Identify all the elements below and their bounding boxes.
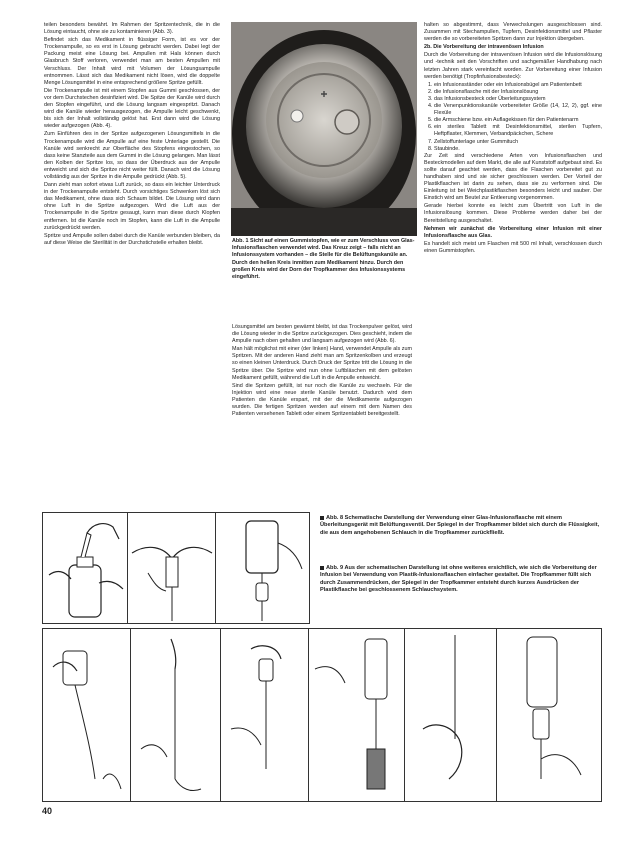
bullet-square-icon [320,566,324,570]
paragraph: Durch die Vorbereitung der intravenösen Infusion wird die Infusionslösung und -technik seit den Vorschriften und sachgemäßer Handhabung nach letzten Jahren stark vereinfacht worden. Zur Vorbereitung einer Infusion werden benötigt (Tropfinfusionsbesteck): [424,52,602,80]
hand-squeezing-tube-illustration [405,629,497,801]
page-number: 40 [42,806,53,816]
hanging-bottle-illustration [216,513,309,623]
raised-arm-tube-illustration [131,629,221,801]
paragraph: Dann zieht man sofort etwas Luft zurück, so dass ein leichter Unterdruck in der Trockenampulle entsteht. Durch vorsichtiges Schwenken löst sich das Medikament, ohne dass sich Schaum bildet. Die Lösung wird dann ohne Luft in die Spritze aufgezogen. Wird die Luft aus der Trockenampulle in die Spritze gesaugt, kann man diese durch Klopfen entfernen. Ist die Kanüle noch im Stopfen, kann die Luft in die Ampulle zurückgedrückt werden. [44,182,220,231]
squeeze-bag-illustration [43,629,131,801]
fig8-panel-2 [127,512,217,624]
list-item: 6. ein steriles Tablett mit Desinfektionsmittel, sterilen Tupfern, Heftpflaster, Klemmen, Verbandpäckchen, Schere [434,124,602,138]
list-item: 3. das Infusionsbesteck oder Überleitungssystem [434,96,602,103]
hand-bottle-illustration [43,513,128,623]
paragraph: Es handelt sich meist um Flaschen mit 500 ml Inhalt, verschlossen durch einen Gummistopfen. [424,240,602,254]
paragraph: Zur Zeit sind verschiedene Arten von Infusionsflaschen und Besteckmodellen auf dem Markt, die alle auf Kunststoff aufgebaut sind. Es sollte darauf geachtet werden, dass die Flaschen vorbereitet gut zu handhaben sind und sie sicher geschlossen werden. Der Vorteil der Plastikflaschen ist darin zu sehen, dass sie zu verformen sind. Die Einleitung ist bei Weichplastikflaschen besonders leicht und sauber. Der Einstich wird am Beutel zur Entleerung vorgenommen. [424,152,602,202]
fig9-panel-2 [130,628,222,802]
paragraph: teilen besonders bewährt. Im Rahmen der Spritzentechnik, die in die Lösung eintaucht, ohne sie zu kontaminieren (Abb. 3). [44,22,220,36]
paragraph-bold: Nehmen wir zunächst die Vorbereitung einer Infusion mit einer Infusionsflasche aus Glas. [424,225,602,239]
fig9-panel-1 [42,628,132,802]
rubber-stopper-image [231,22,417,236]
fig9-panel-3 [220,628,310,802]
list-item: 1. ein Infusionsständer oder ein Infusionsbügel am Patientenbett [434,82,602,89]
fig8-caption: Abb. 8 Schematische Darstellung der Verwendung einer Glas-Infusionsflasche mit einem Überleitungsgerät mit Belüftungsventil. Der Spiegel in der Tropfkammer bildet sich durch die Flüssigkeit, die aus dem angehobenen Schlauch in die Tropfkammer zurückfließt. [320,515,600,536]
photo-caption: Abb. 1 Sicht auf einen Gummistopfen, wie er zum Verschluss von Glas-Infusionsflaschen verwendet wird. Das Kreuz zeigt – falls nicht an Infusionssystem vorhanden – die Stelle für die Belüftungskanüle an. Durch den hellen Kreis inmitten zum Medikament hinzu. Durch den großen Kreis wird der Dorn der Tropfkammer des Infusionssystems eingeführt. [232,238,415,281]
fig9-panel-4 [308,628,406,802]
section-heading: 2b. Die Vorbereitung der intravenösen Infusion [424,44,544,51]
list-item: 7. Zellstoffunterlage unter Gummituch [434,139,602,146]
list-item: 4. die Venenpunktionskanüle vorbereiteter Größe (14, 12, 2), ggf. eine Flexüle [434,103,602,117]
paragraph: halten so abgestimmt, dass Verwechslungen ausgeschlossen sind. Zusammen mit Stechampullen, Tupfern, Desinfektionsmittel und Pflaster werden die so vorbereiteten Spritzen dann zur Injektion übergeben. [424,22,602,43]
paragraph: Die Trockenampulle ist mit einem Stopfen aus Gummi geschlossen, der vor dem Durchstechen desinfiziert wird. Die Spitze der Kanüle wird durch den Stopfen eingeführt, und die Lösung langsam eingespritzt. Danach wird die Kanüle wieder herausgezogen, die Ampulle leicht geschwenkt, bis sich der Inhalt vollständig gelöst hat. Erst dann wird die Lösung wieder aufgezogen (Abb. 4). [44,87,220,130]
paragraph: Befindet sich das Medikament in flüssiger Form, ist es vor der Trockenampulle, so es erst in Lösung gebracht werden. Dabei legt der Packung meist eine Lösung bei. Ampullen mit Hals können durch Glasbruch Stoff verloren, verwendet man am besten Ampullen mit Verschluss. Der Inhalt wird mit Volumen der Lösungsampulle entnommen. Lässt sich das Medikament nicht lösen, wird die doppelte Menge Lösungsmittel in eine entsprechend größere Spritze gefüllt. [44,37,220,86]
equipment-list [424,82,602,153]
hands-closing-clamp-illustration [128,513,216,623]
fig8-panel-1 [42,512,129,624]
fig9-caption: Abb. 9 Aus der schematischen Darstellung ist ohne weiteres ersichtlich, wie sich die Vorbereitung der Infusion bei Verwendung von Plastik-Infusionsflaschen einfacher gestaltet. Die Tropfkammer füllt sich durch Zusammendrücken, der Spiegel in der Tropfkammer entsteht durch kurzes Ausdrücken der Plastikflasche bei geschlossenem Schlauchsystem. [320,565,597,594]
text-column-left [44,22,220,248]
list-item: 5. die Armschiene bzw. ein Auflagekissen für den Patientenarm [434,117,602,124]
list-item: 2. die Infusionsflasche mit der Infusionslösung [434,89,602,96]
stopper-photo [231,22,417,236]
list-item: 8. Staubinde. [434,146,602,153]
infusion-bag-illustration [309,629,405,801]
fig9-panel-6 [496,628,602,802]
drip-chamber-hand-illustration [221,629,309,801]
text-column-middle [232,324,412,419]
bullet-square-icon [320,516,324,520]
paragraph: Sind die Spritzen gefüllt, ist nur noch die Kanüle zu wechseln. Für die Injektion wird eine neue sterile Kanüle benutzt. Dadurch wird dem Patienten die Kanüle erspart, mit der die Medikamente aufgezogen wurden. Die fertigen Spritzen werden auf einem mit dem Namen des Patienten versehenen Tablett oder einem Spritzentablett bereitgestellt. [232,382,412,418]
paragraph: Zum Einführen des in der Spritze aufgezogenen Lösungsmittels in die Trockenampulle wird die Ampulle auf eine feste Unterlage gestellt. Die Kanüle wird senkrecht zur Oberfläche des Stopfens eingestochen, so dass keine Stanzteile aus dem Gummi in die Lösung gelangen. Man lässt den Kolben der Spritze los, so dass der Überdruck aus der Ampulle entweicht und sich die Spritze nicht weiter füllt. Danach wird die Lösung vollständig aus der Spritze in die Ampulle gedrückt (Abb. 5). [44,131,220,180]
drip-chamber-filled-illustration [497,629,601,801]
paragraph: Lösungsmittel am besten gewärmt bleibt, ist das Trockenpulver gelöst, wird die Lösung wieder in die Spritze zurückgezogen. Dies geschieht, indem die Ampulle nach oben gehalten und langsam aufgezogen wird (Abb. 6). [232,324,412,345]
paragraph: Spritze und Ampulle sollen dabei durch die Kanüle verbunden bleiben, da auf diese Weise die Sterilität in der Durchstichstelle erhalten bleibt. [44,232,220,246]
text-column-right [424,22,602,256]
paragraph: Gerade hierbei konnte es leicht zum Übertritt von Luft in die Infusionslösung kommen. Diese Probleme werden daher bei der Bereitstellung ausgeschaltet. [424,203,602,224]
paragraph: Man hält möglichst mit einer (der linken) Hand, verwendet Ampulle als zum Spritzen. Mit der anderen Hand zieht man am Spritzenkolben und erzeugt so einen kleinen Unterdruck. Durch Druck der Spritze tritt die Lösung in die Spritze über. Die Spritze wird nun ohne Luftbläschen mit dem gelösten Medikament gefüllt, während die Luft in die Ampulle entweicht. [232,346,412,381]
fig9-panel-5 [404,628,498,802]
fig8-panel-3 [215,512,310,624]
